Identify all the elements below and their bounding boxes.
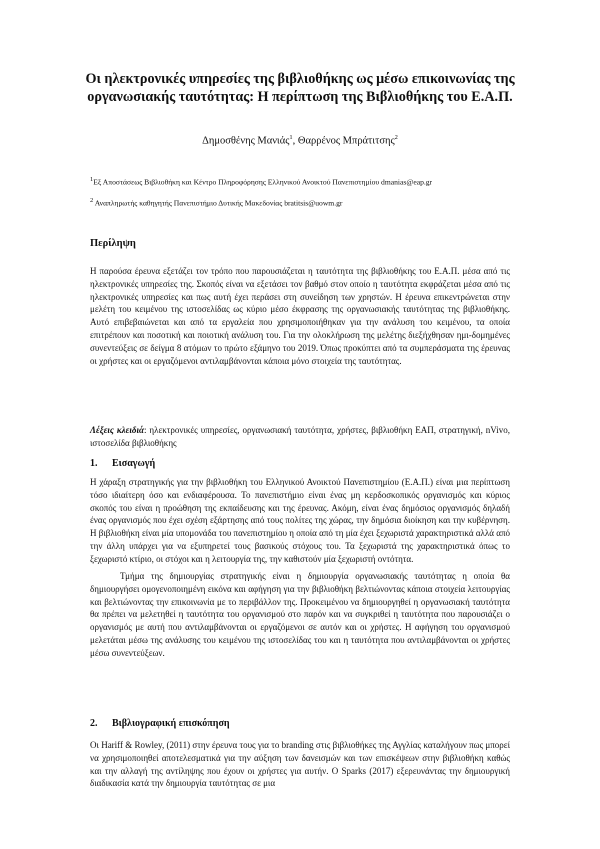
abstract-text: Η παρούσα έρευνα εξετάζει τον τρόπο που παρουσιάζεται η ταυτότητα της βιβλιοθήκης του Ε.Α.Π. μέσα από τις ηλεκτρονικές υπηρεσίες της. Σκοπός είναι να εξετάσει τον βαθμό στον οποίο η ταυτότητα εκφράζεται μέσα από τις ηλεκτρονικές υπηρεσίες και πως αυτή έχει περάσει στη συνείδηση των χρηστών. Η έρευνα επικεντρώνεται στην μελέτη του κειμένου της ιστοσελίδας ως κύριο μέσο έκφρασης της οργανωσιακής ταυτότητας της βιβλιοθήκης. Αυτό επιβεβαιώνεται και από τα εργαλεία που χρησιμοποιήθηκαν για την ανάλυση του κειμένου, τα οποία επιτρέπουν και ποσοτική και ποιοτική ανάλυση του. Για την ολοκλήρωση της μελέτης διεξήχθησαν ημι-δομημένες συνεντεύξεις σε δείγμα 8 ατόμων το πρώτο εξάμηνο του 2019. Όπως προκύπτει από τα συμπεράσματα της έρευνας οι χρήστες και οι εργαζόμενοι αντιλαμβάνονται κάποια μόνο στοιχεία της ταυτότητας. <box>90 266 510 366</box>
author-separator: , <box>292 135 298 147</box>
paper-title: Οι ηλεκτρονικές υπηρεσίες της βιβλιοθήκης ως μέσω επικοινωνίας της οργανωσιακής ταυτότητας: Η περίπτωση της Βιβλιοθήκης του Ε.Α.Π. <box>85 71 515 105</box>
abstract-heading: Περίληψη <box>90 238 136 249</box>
affiliation-mark: 2 <box>90 197 94 204</box>
section-number: 1. <box>90 458 98 469</box>
section-title: Εισαγωγή <box>112 458 156 469</box>
body-paragraph: Τμήμα της δημιουργίας στρατηγικής είναι η δημιουργία οργανωσιακής ταυτότητας η οποία θα δημιουργήσει ομογενοποιημένη εικόνα και αφήγηση για την βιβλιοθήκη βελτιώνοντας κάποια στοιχεία λειτουργίας και βελτιώνοντας την επικοινωνία με το περιβάλλον της. Προκειμένου να δημιουργηθεί η οργανωσιακή ταυτότητα θα πρέπει να μελετηθεί η ταυτότητα του οργανισμού στο παρόν και να συγκριθεί η ταυτότητα που παρουσιάζει ο οργανισμός με αυτή που αντιλαμβάνονται οι εργαζόμενοι σε αυτόν και οι χρήστες. Η αφήγηση του οργανισμού μελετάται μέσω της ανάλυσης του κειμένου της ιστοσελίδας του και η ταυτότητα που αντιλαμβάνονται οι χρήστες μέσω συνεντεύξεων. <box>90 571 510 658</box>
body-paragraph: Η χάραξη στρατηγικής για την βιβλιοθήκη του Ελληνικού Ανοικτού Πανεπιστημίου (Ε.Α.Π.) είναι μια περίπτωση τόσο ιδιαίτερη όσο και ενδιαφέρουσα. Το πανεπιστήμιο είναι ένας μη κερδοσκοπικός οργανισμός και κύριος σκοπός του είναι η προώθηση της εκπαίδευσης και της έρευνας. Ακόμη, είναι ένας δημόσιος οργανισμός δηλαδή ένας οργανισμός που έχει σχέση εξάρτησης από τους πολίτες της χώρας, την δημόσια διοίκηση και την κυβέρνηση. Η βιβλιοθήκη είναι μία υπομονάδα του πανεπιστημίου η οποία από τη μία έχει ξεχωριστά χαρακτηριστικά αλλά από την άλλη υπάρχει για να εξυπηρετεί τους βασικούς στόχους του. Τα ξεχωριστά της χαρακτηριστικά όπως το ξεχωριστό κτίριο, οι στόχοι και η λειτουργία της, την καθιστούν μία ξεχωριστή οντότητα. <box>90 477 510 564</box>
keywords-label: Λέξεις κλειδιά <box>90 425 144 435</box>
affiliation-text: Αναπληρωτής καθηγητής Πανεπιστήμιο Δυτικής Μακεδονίας bratitsis@uowm.gr <box>93 198 343 208</box>
keywords-text: : ηλεκτρονικές υπηρεσίες, οργανωσιακή ταυτότητα, χρήστες, βιβλιοθήκη ΕΑΠ, στρατηγική, nVivo, ιστοσελίδα βιβλιοθήκης <box>90 425 510 448</box>
affiliation <box>90 197 342 208</box>
affiliation-text: Εξ Αποστάσεως Βιβλιοθήκη και Κέντρο Πληροφόρησης Ελληνικού Ανοικτού Πανεπιστημίου dmanias@eap.gr <box>93 177 433 187</box>
author-affiliation-mark: 2 <box>394 134 398 141</box>
section-heading <box>90 458 155 469</box>
author-affiliation-mark: 1 <box>289 134 293 141</box>
affiliation-mark: 1 <box>90 176 94 183</box>
keywords <box>90 424 510 450</box>
body-paragraph: Οι Hariff & Rowley, (2011) στην έρευνα τους για το branding στις βιβλιοθήκες της Αγγλίας καταλήγουν πως μπορεί να χρησιμοποιηθεί αποτελεσματικά για την αύξηση των δανεισμών και των επισκέψεων στην βιβλιοθήκη καθώς και την αλλαγή της αντίληψης που έχουν οι χρήστες για αυτήν. Ο Sparks (2017) εξερευνάντας την δημιουργική διαδικασία κατά την δημιουργία ταυτότητας σε μια <box>90 740 510 789</box>
author-name: Θαρρένος Μπράτιτσης <box>297 135 395 147</box>
section-heading <box>90 718 230 729</box>
affiliation <box>90 176 432 187</box>
author-list <box>80 134 520 147</box>
section-number: 2. <box>90 718 98 729</box>
section-title: Βιβλιογραφική επισκόπηση <box>112 718 230 729</box>
author-name: Δημοσθένης Μανιάς <box>202 135 290 147</box>
